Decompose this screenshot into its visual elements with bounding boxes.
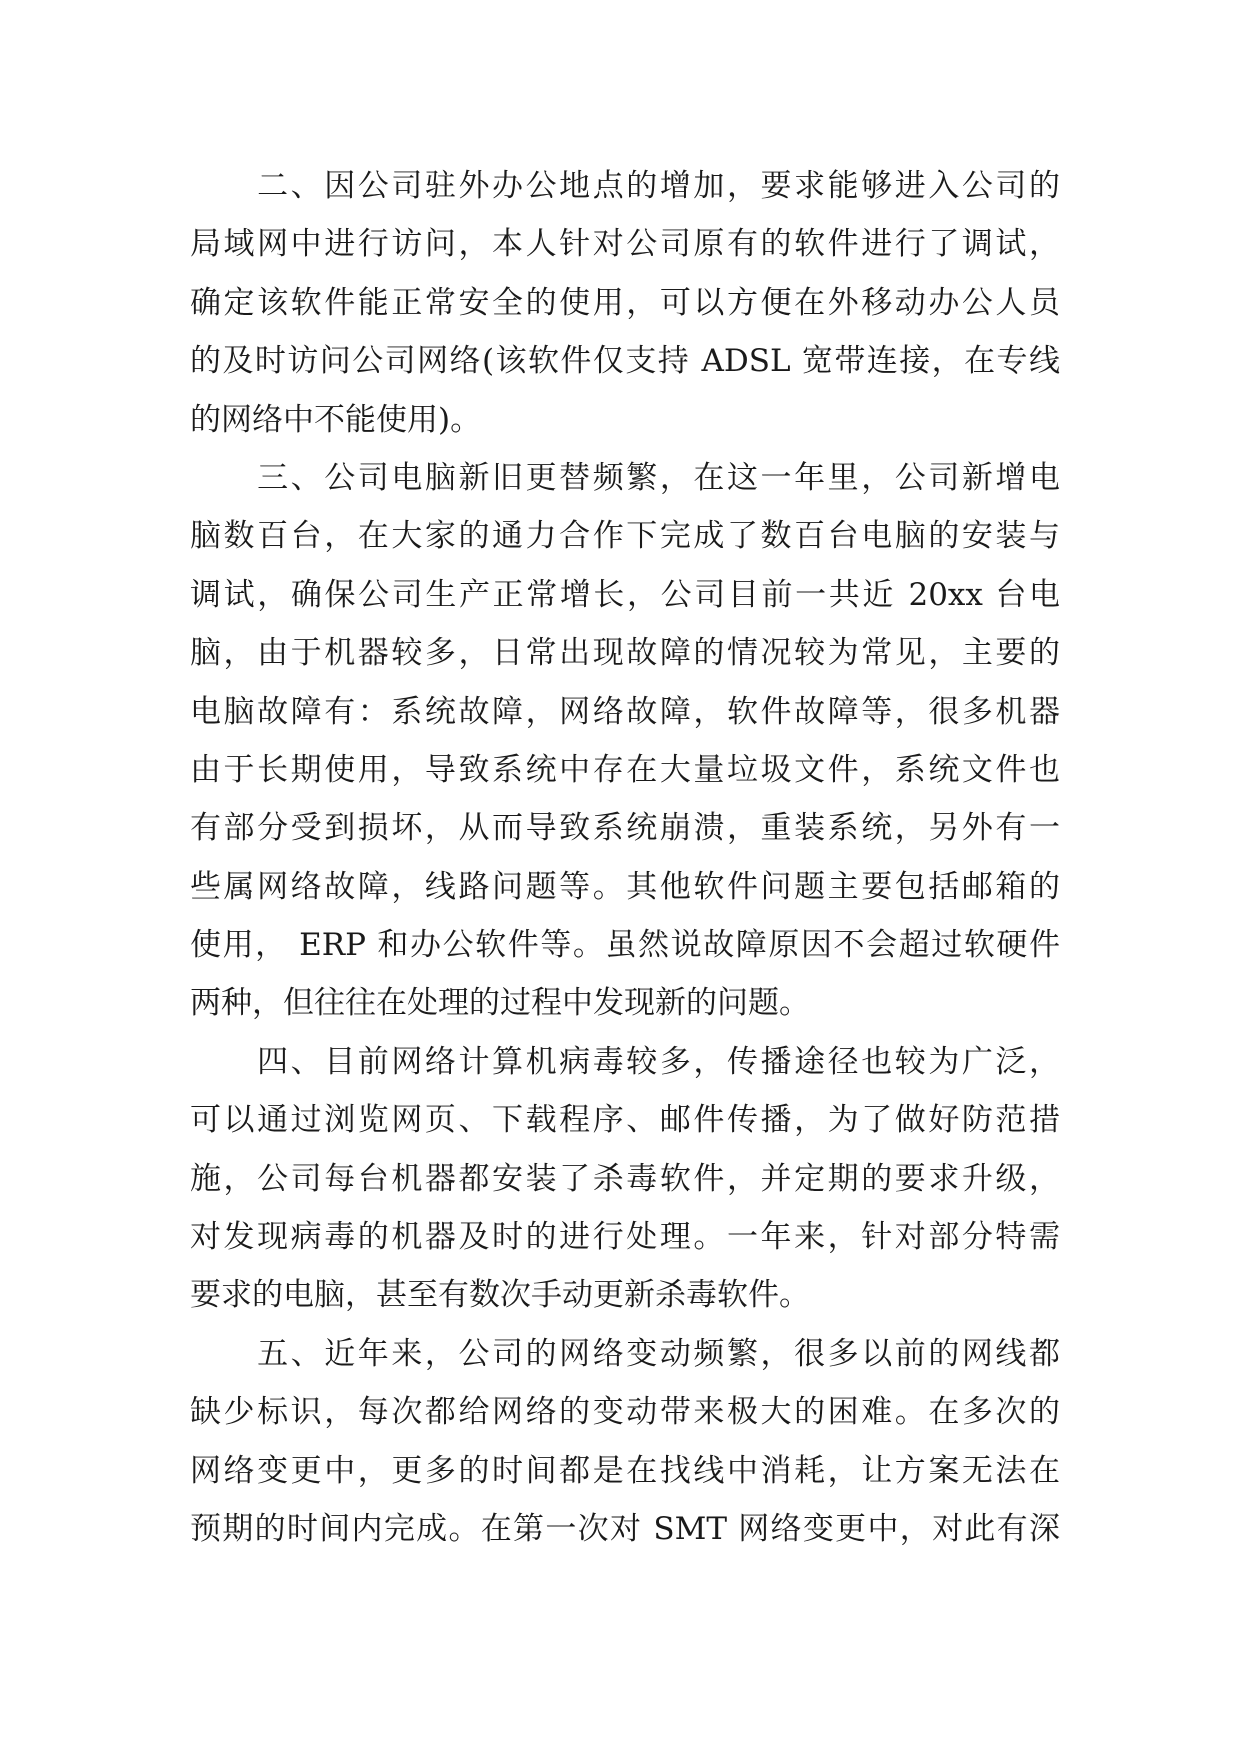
paragraph-line: 确定该软件能正常安全的使用，可以方便在外移动办公人员 [190,284,1060,321]
paragraph-line: 些属网络故障，线路问题等。其他软件问题主要包括邮箱的 [190,868,1060,905]
paragraph-line: 脑数百台，在大家的通力合作下完成了数百台电脑的安装与 [190,518,1060,555]
paragraph-line: 由于长期使用，导致系统中存在大量垃圾文件，系统文件也 [190,751,1060,788]
paragraph-line: 两种，但往往在处理的过程中发现新的问题。 [190,985,810,1022]
paragraph [190,157,1060,449]
paragraph-line: 预期的时间内完成。在第一次对 SMT 网络变更中，对此有深 [190,1510,1060,1547]
paragraph-line: 可以通过浏览网页、下载程序、邮件传播，为了做好防范措 [190,1102,1060,1139]
paragraph-line: 缺少标识，每次都给网络的变动带来极大的困难。在多次的 [190,1394,1060,1431]
paragraph-line: 要求的电脑，甚至有数次手动更新杀毒软件。 [190,1277,810,1314]
paragraph-line: 对发现病毒的机器及时的进行处理。一年来，针对部分特需 [190,1219,1060,1256]
document-body [190,157,1060,1558]
paragraph-line: 局域网中进行访问，本人针对公司原有的软件进行了调试， [190,226,1060,263]
paragraph-line: 三、公司电脑新旧更替频繁，在这一年里，公司新增电 [190,459,1060,496]
paragraph-line: 五、近年来，公司的网络变动频繁，很多以前的网线都 [190,1335,1060,1372]
paragraph-line: 的及时访问公司网络(该软件仅支持 ADSL 宽带连接，在专线 [190,343,1060,380]
paragraph-line: 四、目前网络计算机病毒较多，传播途径也较为广泛， [190,1043,1060,1080]
paragraph [190,1325,1060,1559]
paragraph-line: 电脑故障有：系统故障，网络故障，软件故障等，很多机器 [190,693,1060,730]
paragraph-line: 网络变更中，更多的时间都是在找线中消耗，让方案无法在 [190,1452,1060,1489]
paragraph-line: 使用， ERP 和办公软件等。虽然说故障原因不会超过软硬件 [190,927,1060,964]
paragraph-line: 有部分受到损坏，从而导致系统崩溃，重装系统，另外有一 [190,810,1060,847]
paragraph-line: 二、因公司驻外办公地点的增加，要求能够进入公司的 [190,168,1060,204]
paragraph-line: 施，公司每台机器都安装了杀毒软件，并定期的要求升级， [190,1160,1060,1197]
paragraph-line: 的网络中不能使用)。 [190,401,482,438]
paragraph-line: 脑，由于机器较多，日常出现故障的情况较为常见，主要的 [190,635,1060,672]
paragraph [190,1033,1060,1325]
paragraph [190,449,1060,1033]
paragraph-line: 调试，确保公司生产正常增长，公司目前一共近 20xx 台电 [190,576,1060,613]
